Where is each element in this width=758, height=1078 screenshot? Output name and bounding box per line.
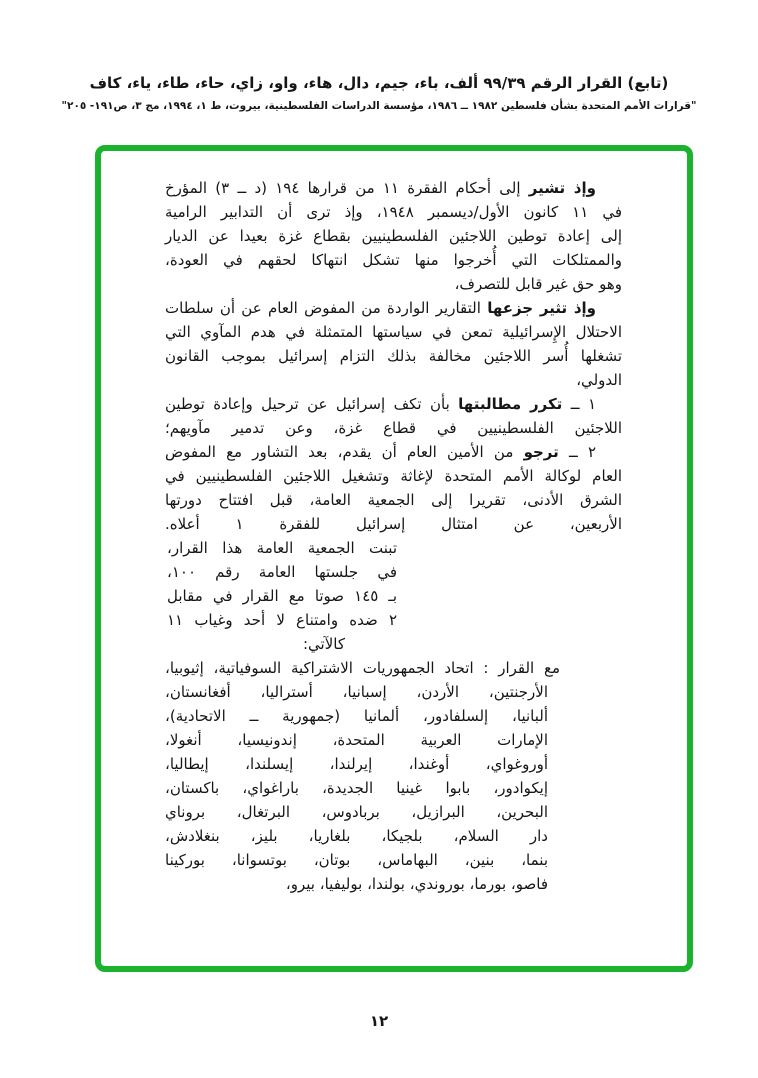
text-line: الأرجنتين، الأردن، إسبانيا، أستراليا، أفغانستان، bbox=[165, 683, 548, 701]
text-line: ٢ ضده وامتناع لا أحد وغياب ١١ bbox=[167, 611, 397, 629]
preamble-paragraph-1 bbox=[165, 176, 622, 296]
text-line: الإمارات العربية المتحدة، إندونيسيا، أنغولا، bbox=[165, 731, 548, 749]
preamble-paragraph-2 bbox=[165, 296, 622, 392]
operative-item-2 bbox=[165, 440, 622, 536]
vote-list-label: مع القرار : bbox=[473, 659, 561, 677]
text-line: اللاجئين الفلسطينيين في قطاع غزة، وعن تدمير مآويهم؛ bbox=[165, 419, 622, 437]
paragraph-lead: وإذ تشير bbox=[528, 179, 596, 197]
header-title: (تابع) القرار الرقم ٩٩/٣٩ ألف، باء، جيم، دال، هاء، واو، زاي، حاء، طاء، ياء، كاف bbox=[89, 74, 669, 92]
text-line bbox=[165, 392, 622, 416]
adoption-note bbox=[167, 536, 397, 656]
text-line bbox=[165, 440, 622, 464]
text-line: تبنت الجمعية العامة هذا القرار، bbox=[167, 539, 397, 557]
paragraph-lead: ترجو bbox=[523, 443, 559, 461]
paragraph-text: إلى أحكام الفقرة ١١ من قرارها ١٩٤ (د ــ ٣) المؤرخ bbox=[165, 179, 529, 197]
text-line: إيكوادور، بابوا غينيا الجديدة، باراغواي، باكستان، bbox=[165, 779, 548, 797]
text-line: بـ ١٤٥ صوتا مع القرار في مقابل bbox=[167, 587, 397, 605]
vote-list bbox=[165, 656, 560, 896]
paragraph-lead: تكرر مطالبتها bbox=[458, 395, 563, 413]
text-line: وهو حق غير قابل للتصرف، bbox=[454, 275, 622, 293]
vote-list-text: اتحاد الجمهوريات الاشتراكية السوفياتية، إثيوبيا، bbox=[165, 659, 474, 677]
text-line: الأربعين، عن امتثال إسرائيل للفقرة ١ أعلاه. bbox=[165, 515, 622, 533]
text-line: الاحتلال الإِسرائيلية تمعن في سياستها المتمثلة في هدم المآوي التي bbox=[165, 323, 622, 341]
paragraph-text: التقارير الواردة من المفوض العام عن أن سلطات bbox=[165, 299, 488, 317]
item-number: ١ ــ bbox=[562, 395, 596, 413]
text-line: والممتلكات التي أُخرجوا منها تشكل انتهاكا لحقهم في العودة، bbox=[165, 251, 622, 269]
item-number: ٢ ــ bbox=[558, 443, 597, 461]
page-number: ١٢ bbox=[369, 1012, 389, 1030]
paragraph-text: من الأمين العام أن يقدم، بعد التشاور مع المفوض bbox=[165, 443, 524, 461]
text-line: دار السلام، بلجيكا، بلغاريا، بليز، بنغلادش، bbox=[165, 827, 548, 845]
text-line: العام لوكالة الأمم المتحدة لإغاثة وتشغيل اللاجئين الفلسطينيين في bbox=[165, 467, 622, 485]
paragraph-lead: وإذ تثير جزعها bbox=[487, 299, 596, 317]
text-line: إلى إعادة توطين اللاجئين الفلسطينيين بقطاع غزة بعيدا عن الديار bbox=[165, 227, 622, 245]
text-line: البحرين، البرازيل، بربادوس، البرتغال، بروناي bbox=[165, 803, 548, 821]
text-line: في جلستها العامة رقم ١٠٠، bbox=[167, 563, 397, 581]
text-line: الشرق الأدنى، تقريرا إلى الجمعية العامة، قبل افتتاح دورتها bbox=[165, 491, 622, 509]
text-line: في ١١ كانون الأول/ديسمبر ١٩٤٨، وإذ ترى أن التدابير الرامية bbox=[165, 203, 623, 221]
text-line bbox=[165, 656, 561, 680]
text-line: ألبانيا، إلسلفادور، ألمانيا (جمهورية ــ الاتحادية)، bbox=[165, 707, 548, 725]
operative-item-1 bbox=[165, 392, 622, 440]
paragraph-text: بأن تكف إسرائيل عن ترحيل وإعادة توطين bbox=[165, 395, 459, 413]
resolution-body bbox=[165, 176, 622, 896]
text-line bbox=[165, 176, 622, 200]
text-line: بنما، بنين، البهاماس، بوتان، بوتسوانا، بوركينا bbox=[165, 851, 548, 869]
text-line: فاصو، بورما، بوروندي، بولندا، بوليفيا، بيرو، bbox=[285, 875, 548, 893]
text-line: تشغلها أُسر اللاجئين مخالفة بذلك التزام إسرائيل بموجب القانون bbox=[165, 347, 622, 365]
text-line: كالآتي: bbox=[303, 635, 345, 653]
header-source: "قرارات الأمم المتحدة بشأن فلسطين ١٩٨٢ ــ ١٩٨٦، مؤسسة الدراسات الفلسطينية، بيروت، ط ١، ١٩٩٤، مج ٣، ص١٩١- ٢٠٥" bbox=[61, 100, 697, 112]
text-line: الدولي، bbox=[576, 371, 622, 389]
text-line bbox=[165, 296, 622, 320]
text-line: أوروغواي، أوغندا، إيرلندا، إيسلندا، إيطاليا، bbox=[165, 755, 548, 773]
